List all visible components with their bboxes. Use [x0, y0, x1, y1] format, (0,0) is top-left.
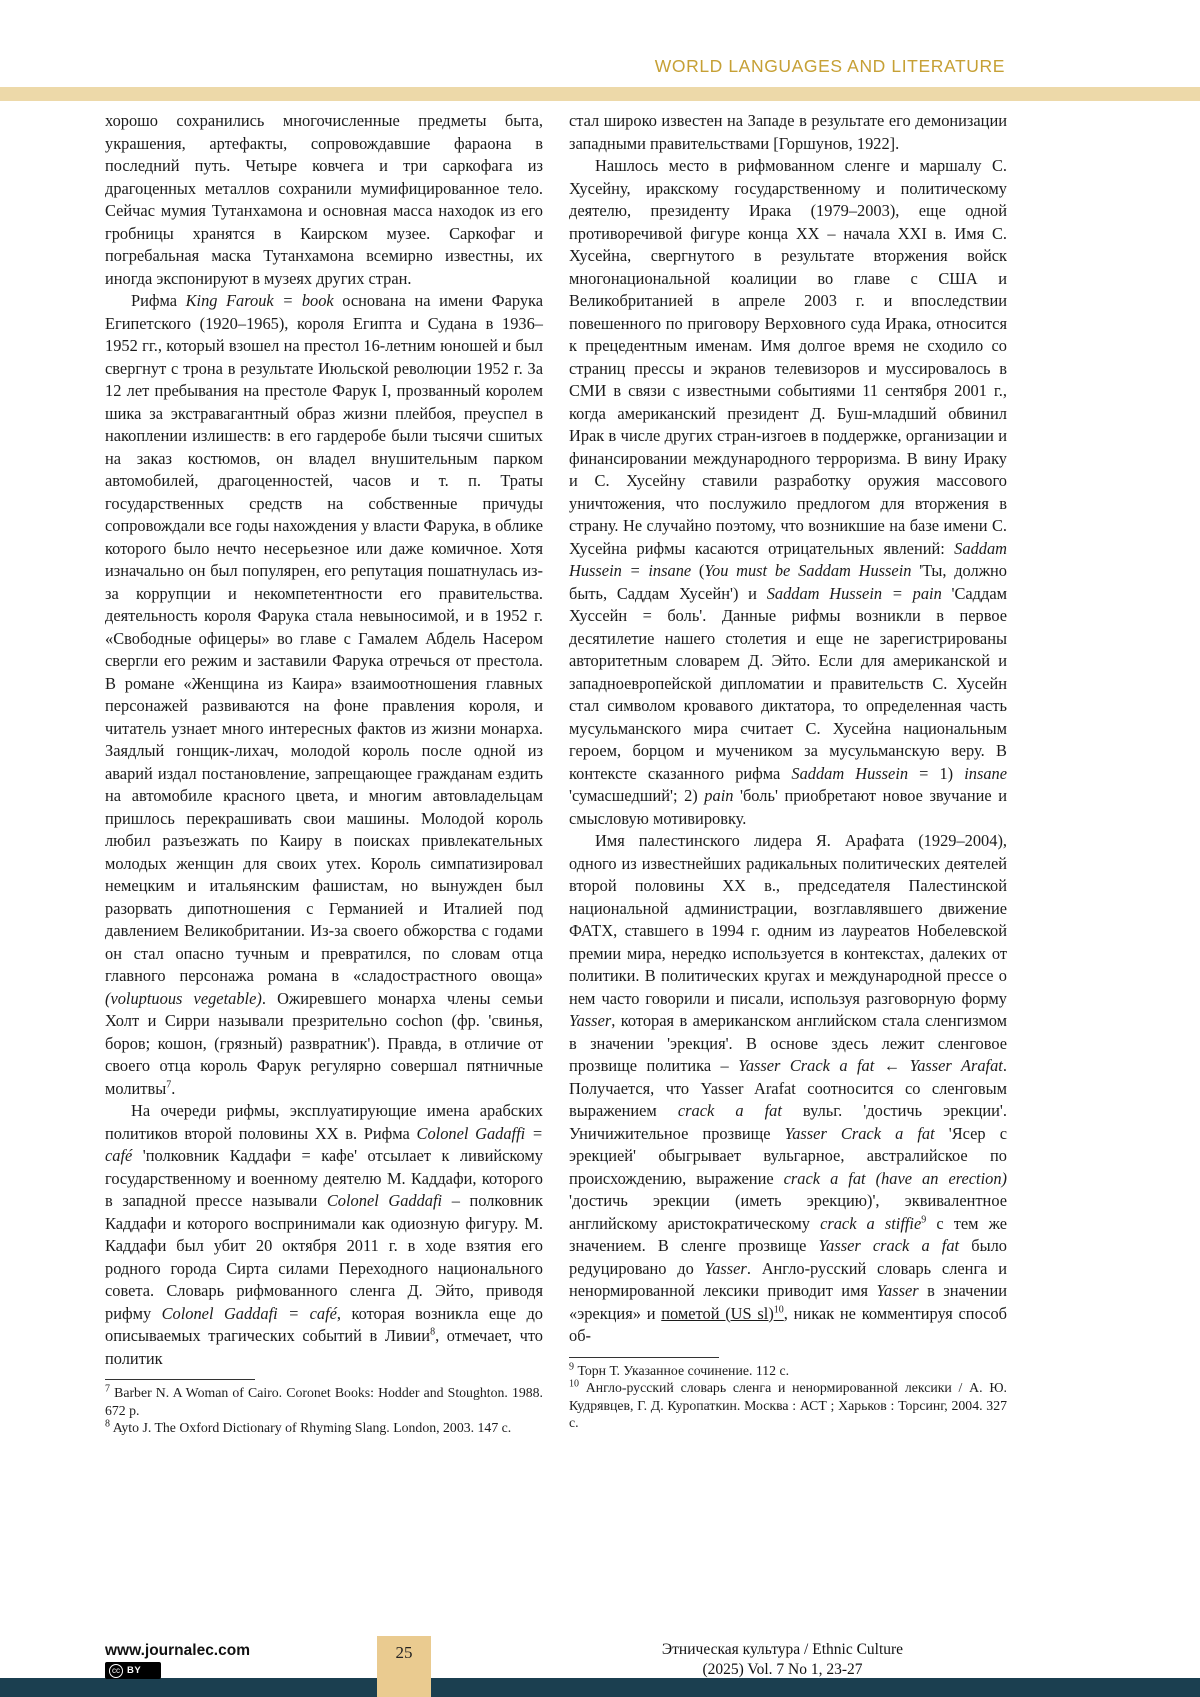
footnote: $^7$ Barber N. A Woman of Cairo. Coronet Books: Hodder and Stoughton. 1988. 672 p.: [105, 1383, 543, 1418]
page-number-strip: [377, 1636, 431, 1697]
footnote: $^9$ Торн Т. Указанное сочинение. 112 с.: [569, 1360, 790, 1378]
left-column-footnotes: [105, 1384, 543, 1437]
journal-citation-line2: (2025) Vol. 7 No 1, 23-27: [702, 1660, 863, 1678]
article-body: [105, 110, 1007, 1437]
left-column-paragraphs: [105, 110, 543, 1370]
footnote-separator: [569, 1357, 719, 1358]
cc-by-label: BY: [127, 1665, 142, 1676]
paragraph: Нашлось место в рифмованном сленге и маршалу С. Хусейну, иракскому государственному и политическому деятелю, президенту Ирака (1979–2003), еще одной противоречивой фигуре конца XX – начала XXI в. Имя С. Хусейна, свергнутого в результате вторжения войск многонациональной коалиции во главе с США и Великобританией в апреле 2003 г. и впоследствии повешенного по приговору Верховного суда Ирака, относится к прецедентным именам. Имя долгое время не сходило со страниц прессы и экранов телевизоров и муссировалось в СМИ в связи с известными событиями 11 сентября 2001 г., когда американский президент Д. Буш-младший обвинил Ирак в числе других стран-изгоев в поддержке, организации и финансировании международного терроризма. В вину Ираку и С. Хусейну ставили разработку оружия массового уничтожения, что послужило предлогом для вторжения в страну. Не случайно поэтому, что возникшие на базе имени С. Хусейна рифмы касаются отрицательных явлений: Saddam Hussein = insane (You must be Saddam Hussein 'Ты, должно быть, Саддам Хусейн') и Saddam Hussein = pain 'Саддам Хуссейн = боль'. Данные рифмы возникли в первое десятилетие нашего столетия и еще не зарегистрированы авторитетным словарем Д. Эйто. Если для американской и западноевропейской дипломатии и правительств С. Хусейн стал символом кровавого диктатора, то определенная часть мусульманского мира считает С. Хусейна национальным героем, борцом и мучеником за мусульманскую веру. В контексте сказанного рифма Saddam Hussein = 1) insane 'сумасшедший'; 2) pain 'боль' приобретают новое звучание и смысловую мотивировку.: [569, 156, 1008, 828]
paragraph: Рифма King Farouk = book основана на имени Фарука Египетского (1920–1965), короля Египта и Судана в 1936–1952 гг., который взошел на престол 16-летним юношей и был свергнут с трона в результате Июльской революции 1952 г. За 12 лет пребывания на престоле Фарук I, прозванный королем шика за экстравагантный образ жизни плейбоя, преуспел в накоплении излишеств: в его гардеробе были тысячи сшитых на заказ костюмов, он владел внушительным парком автомобилей, драгоценностей, часов и т. п. Траты государственных средств на собственные причуды сопровождали все годы нахождения у власти Фарука, в облике которого было нечто несерьезное или даже комичное. Хотя изначально он был популярен, его репутация пошатнулась из-за коррупции и некомпетентности его правительства. деятельность короля Фарука стала невыносимой, и в 1952 г. «Свободные офицеры» во главе с Гамалем Абдель Насером свергли его режим и заставили Фарука отречься от престола. В романе «Женщина из Каира» взаимоотношения главных персонажей развиваются на фоне правления короля, и читатель узнает много интересных фактов из жизни монарха. Заядлый гонщик-лихач, молодой король после одной из аварий издал постановление, запрещающее гражданам ездить на автомобиле красного цвета, и многим автовладельцам пришлось перекрашивать свои машины. Молодой король любил разъезжать по Каиру в поисках привлекательных молодых женщин для своих утех. Король симпатизировал немецким и итальянским фашистам, но вынужден был разорвать дипотношения с Германией и Италией под давлением Великобритании. Из-за своего обжорства с годами он стал опасно тучным и превратился, по словам отца главного персонажа романа в «сладострастного овоща» (voluptuous vegetable). Ожиревшего монарха члены семьи Холт и Сирри называли презрительно cochon (фр. 'свинья, боров; кошон, (грязный) развратник'). Правда, в отличие от своего отца король Фарук регулярно совершал пятничные молитвы$^7$.: [105, 291, 544, 1098]
paragraph: хорошо сохранились многочисленные предметы быта, украшения, артефакты, сопровождавшие фараона в последний путь. Четыре ковчега и три саркофага из драгоценных металлов сохранили мумифицированное тело. Сейчас мумия Тутанхамона и основная масса находок из его гробницы хранятся в Каирском музее. Саркофаг и погребальная маска Тутанхамона всемирно известны, их иногда экспонируют в музеях других стран.: [105, 111, 543, 288]
journal-citation-line1: Этническая культура / Ethnic Culture: [661, 1641, 904, 1658]
journal-website-link[interactable]: www.journalec.com: [105, 1642, 250, 1659]
right-column: [569, 110, 1007, 1437]
header-band: [0, 87, 1200, 101]
cc-by-license-badge[interactable]: [105, 1662, 161, 1679]
right-column-paragraphs: [569, 110, 1007, 1348]
footnote: $^8$ Ayto J. The Oxford Dictionary of Rhyming Slang. London, 2003. 147 с.: [105, 1418, 512, 1435]
paragraph: Имя палестинского лидера Я. Арафата (1929–2004), одного из известнейших радикальных политических деятелей второй половины XX в., председателя Палестинской национальной администрации, возглавлявшего движение ФАТХ, ставшего в 1994 г. одним из лауреатов Нобелевской премии мира, нередко используется в контекстах, далеких от политики. В политических кругах и международной прессе о нем часто говорили и писали, используя разговорную форму Yasser, которая в американском английском стала сленгизмом в значении 'эрекция'. В основе здесь лежит сленговое прозвище политика – Yasser Crack a fat ← Yasser Arafat. Получается, что Yasser Arafat соотносится со сленговым выражением crack a fat вульг. 'достичь эрекции'. Уничижительное прозвище Yasser Crack a fat 'Ясер с эрекцией' обыгрывает вульгарное, австралийское по происхождению, выражение crack a fat (have an erection) 'достичь эрекции (иметь эрекцию)', эквивалентное английскому аристократическому crack a stiffie$^9$ с тем же значением. В сленге прозвище Yasser crack a fat было редуцировано до Yasser. Англо-русский словарь сленга и ненормированной лексики приводит имя Yasser в значении «эрекция» и пометой (US sl)$^{10}$, никак не комментируя способ об-: [569, 831, 1008, 1345]
cc-icon: cc: [109, 1664, 123, 1678]
left-column: [105, 110, 543, 1437]
page-header-title: WORLD LANGUAGES AND LITERATURE: [654, 56, 1005, 76]
journal-citation: [560, 1640, 1005, 1679]
paragraph: На очереди рифмы, эксплуатирующие имена арабских политиков второй половины XX в. Рифма Colonel Gadaffi = café 'полковник Каддафи = кафе' отсылает к ливийскому государственному и военному деятелю М. Каддафи, которого в западной прессе называли Colonel Gaddafi – полковник Каддафи и которого воспринимали как одиозную фигуру. М. Каддафи был убит 20 октября 2011 г. в ходе взятия его родного города Сирта силами Переходного национального совета. Словарь рифмованного сленга Д. Эйто, приводя рифму Colonel Gaddafi = café, которая возникла еще до описываемых трагических событий в Ливии$^8$, отмечает, что политик: [105, 1101, 544, 1368]
page-number: 25: [395, 1643, 413, 1662]
right-column-footnotes: [569, 1362, 1007, 1432]
bottom-bar: [0, 1678, 1200, 1697]
paragraph: стал широко известен на Западе в результате его демонизации западными правительствами [Горшунов, 1922].: [569, 111, 1007, 153]
footnote: $^{10}$ Англо-русский словарь сленга и ненормированной лексики / А. Ю. Кудрявцев, Г. Д. Куропаткин. Москва : АСТ ; Харьков : Торсинг, 2004. 327 с.: [569, 1378, 1007, 1430]
footnote-separator: [105, 1379, 255, 1380]
